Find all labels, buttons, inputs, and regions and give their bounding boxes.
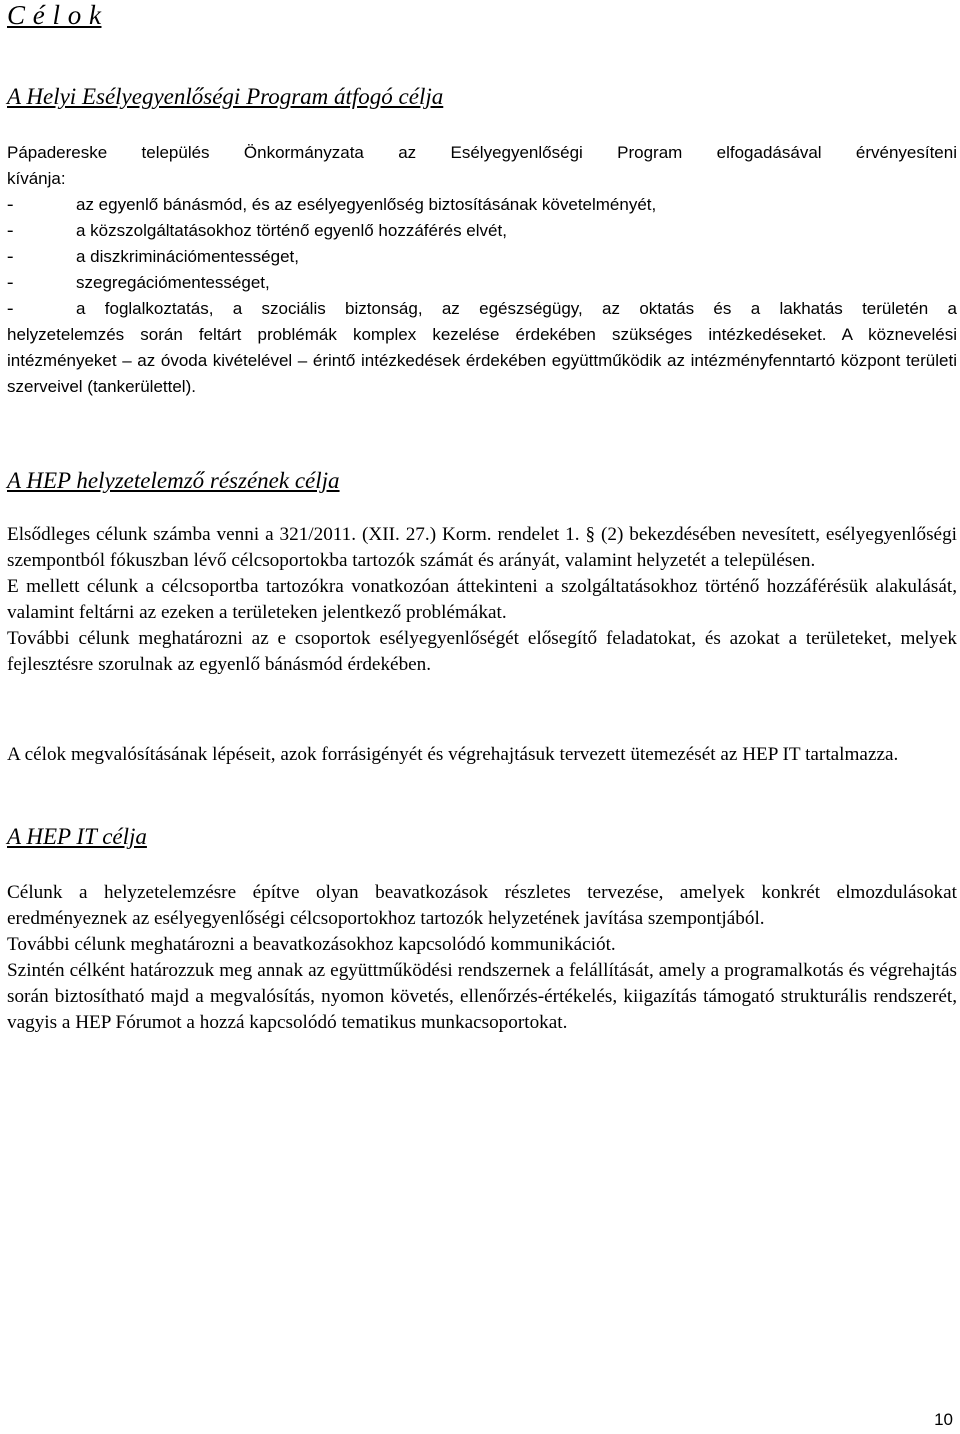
intro-line-1: Pápadereske település Önkormányzata az Esélyegyenlőségi Program elfogadásával érvényesíteni [7,143,957,162]
list-item-text: szegregációmentességet, [76,273,270,292]
list-dash: - [7,194,14,215]
goal-list [7,192,957,322]
list-item [7,244,957,270]
paragraph: További célunk meghatározni az e csoportok esélyegyenlőségét elősegítő feladatokat, és azokat a területeket, melyek fejlesztésre szorulnak az egyenlő bánásmód érdekében. [7,628,957,675]
intro-line-2: kívánja: [7,169,66,188]
page-title: C é l o k [7,0,102,30]
list-item [7,296,957,322]
paragraph: E mellett célunk a célcsoportba tartozókra vonatkozóan áttekinteni a szolgáltatásokhoz történő hozzáférésük alakulását, valamint feltárni az ezeken a területeken jelentkező problémákat. [7,576,957,623]
paragraph: További célunk meghatározni a beavatkozásokhoz kapcsolódó kommunikációt. [7,934,616,955]
list-dash: - [7,246,14,267]
list-item-text: a közszolgáltatásokhoz történő egyenlő hozzáférés elvét, [76,221,507,240]
list-item-text: az egyenlő bánásmód, és az esélyegyenlőség biztosításának követelményét, [76,195,657,214]
list-dash: - [7,272,14,293]
list-item-text: a diszkriminációmentességet, [76,247,299,266]
list-item [7,192,957,218]
paragraph: Szintén célként határozzuk meg annak az együttműködési rendszernek a felállítását, amely a programalkotás és végrehajtás során biztosítható majd a megvalósítás, nyomon követés, ellenőrzés-értékelés, kiigazítás támogató strukturális rendszerét, vagyis a HEP Fórumot a hozzá kapcsolódó tematikus munkacsoportokat. [7,960,957,1033]
list-dash: - [7,220,14,241]
section-hep-analysis-body [7,522,957,678]
list-dash: - [7,298,14,319]
section-hep-analysis-after [7,742,957,768]
section-hep-it-body [7,880,957,1036]
paragraph: Célunk a helyzetelemzésre építve olyan beavatkozások részletes tervezése, amelyek konkrét elmozdulásokat eredményeznek az esélyegyenlőségi célcsoportokhoz tartozók helyzetének javítása szempontjából. [7,882,957,929]
list-item [7,218,957,244]
list-item-text: a foglalkoztatás, a szociális biztonság, az egészségügy, az oktatás és a lakhatás területén a [76,299,957,318]
list-item [7,270,957,296]
section-heading-hep-analysis: A HEP helyzetelemző részének célja [7,468,340,493]
paragraph: A célok megvalósításának lépéseit, azok forrásigényét és végrehajtásuk tervezett ütemezését az HEP IT tartalmazza. [7,744,899,765]
section-program-goal-body [7,140,957,400]
section-heading-hep-it: A HEP IT célja [7,824,147,849]
paragraph: Elsődleges célunk számba venni a 321/2011. (XII. 27.) Korm. rendelet 1. § (2) bekezdésében nevesített, esélyegyenlőségi szempontból fókuszban lévő célcsoportokba tartozók számát és arányát, valamint helyzetét a településen. [7,524,957,571]
page-number: 10 [934,1410,953,1429]
program-goal-continuation: helyzetelemzés során feltárt problémák komplex kezelése érdekében szükséges intézkedéseket. A köznevelési intézményeket – az óvoda kivételével – érintő intézkedések érdekében együttműködik az intézményfenntartó központ területi szerveivel (tankerülettel). [7,325,957,396]
section-heading-program-goal: A Helyi Esélyegyenlőségi Program átfogó célja [7,84,444,109]
